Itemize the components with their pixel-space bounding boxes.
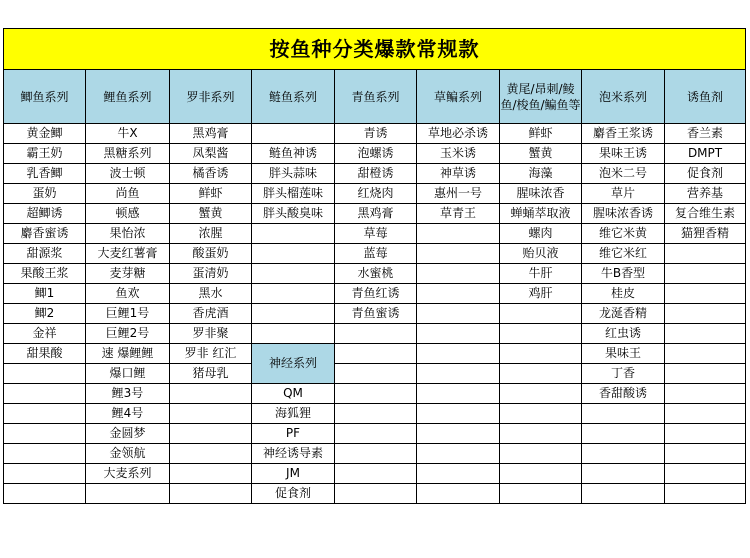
table-cell xyxy=(500,364,582,384)
table-cell: 酸蛋奶 xyxy=(170,244,252,264)
table-cell: 蟹黄 xyxy=(170,204,252,224)
product-table xyxy=(3,28,746,504)
table-cell xyxy=(417,484,500,504)
column-header: 鲢鱼系列 xyxy=(252,70,335,124)
table-cell xyxy=(170,404,252,424)
table-cell: 甜橙诱 xyxy=(335,164,417,184)
table-cell xyxy=(665,324,746,344)
table-cell xyxy=(417,304,500,324)
table-cell xyxy=(500,464,582,484)
table-cell: 速 爆鲤鲤 xyxy=(86,344,170,364)
table-cell: 青鱼蜜诱 xyxy=(335,304,417,324)
table-row xyxy=(4,144,746,164)
table-cell xyxy=(417,244,500,264)
header-row xyxy=(4,70,746,124)
table-cell xyxy=(665,244,746,264)
table-row xyxy=(4,284,746,304)
table-cell xyxy=(170,484,252,504)
table-cell xyxy=(582,464,665,484)
table-cell: 甜果酸 xyxy=(4,344,86,364)
table-cell: QM xyxy=(252,384,335,404)
table-cell xyxy=(665,404,746,424)
table-row xyxy=(4,444,746,464)
table-cell xyxy=(335,464,417,484)
column-header: 鲫鱼系列 xyxy=(4,70,86,124)
table-cell: 草莓 xyxy=(335,224,417,244)
table-cell: 鲫1 xyxy=(4,284,86,304)
table-cell: 腥味浓香诱 xyxy=(582,204,665,224)
table-cell: 鲜虾 xyxy=(500,124,582,144)
table-cell: 黑鸡膏 xyxy=(335,204,417,224)
table-row xyxy=(4,304,746,324)
table-cell: 草地必杀诱 xyxy=(417,124,500,144)
table-cell: 爆口鲤 xyxy=(86,364,170,384)
table-cell xyxy=(417,384,500,404)
table-cell: 蟹黄 xyxy=(500,144,582,164)
table-cell: 香兰素 xyxy=(665,124,746,144)
table-cell: 麝香王浆诱 xyxy=(582,124,665,144)
table-cell: 鸡肝 xyxy=(500,284,582,304)
table-cell: 尚鱼 xyxy=(86,184,170,204)
table-cell: 螺肉 xyxy=(500,224,582,244)
table-row xyxy=(4,244,746,264)
table-cell: 海藻 xyxy=(500,164,582,184)
table-cell: 牛肝 xyxy=(500,264,582,284)
column-header: 鲤鱼系列 xyxy=(86,70,170,124)
table-cell: 青诱 xyxy=(335,124,417,144)
table-cell: 复合维生素 xyxy=(665,204,746,224)
table-cell xyxy=(665,384,746,404)
table-cell: 腥味浓香 xyxy=(500,184,582,204)
table-cell xyxy=(170,464,252,484)
table-cell xyxy=(665,364,746,384)
table-cell: 维它米黄 xyxy=(582,224,665,244)
table-cell: 香虎酒 xyxy=(170,304,252,324)
table-cell xyxy=(582,404,665,424)
table-row xyxy=(4,164,746,184)
table-cell: 霸王奶 xyxy=(4,144,86,164)
table-cell: 果味王诱 xyxy=(582,144,665,164)
table-cell: 蛋奶 xyxy=(4,184,86,204)
table-cell xyxy=(4,424,86,444)
table-cell: 顿感 xyxy=(86,204,170,224)
table-cell xyxy=(252,264,335,284)
table-cell xyxy=(4,484,86,504)
table-cell xyxy=(665,484,746,504)
table-cell: 乳香鲫 xyxy=(4,164,86,184)
table-cell xyxy=(500,484,582,504)
table-cell xyxy=(665,264,746,284)
table-cell xyxy=(417,364,500,384)
table-cell xyxy=(500,384,582,404)
table-cell xyxy=(86,484,170,504)
table-cell: 胖头蒜味 xyxy=(252,164,335,184)
table-cell xyxy=(4,364,86,384)
table-cell xyxy=(665,424,746,444)
table-cell xyxy=(335,444,417,464)
table-cell xyxy=(665,444,746,464)
nested-section-header: 神经系列 xyxy=(252,344,335,384)
table-cell xyxy=(417,424,500,444)
table-cell: 巨鲤1号 xyxy=(86,304,170,324)
table-row xyxy=(4,384,746,404)
table-cell xyxy=(252,324,335,344)
table-cell: 果怡浓 xyxy=(86,224,170,244)
table-cell: 超鲫诱 xyxy=(4,204,86,224)
table-cell: 贻贝液 xyxy=(500,244,582,264)
title-row xyxy=(4,29,746,70)
table-cell: 黄金鲫 xyxy=(4,124,86,144)
table-row xyxy=(4,264,746,284)
table-cell xyxy=(500,404,582,424)
table-cell: 罗非 红汇 xyxy=(170,344,252,364)
table-cell: 牛X xyxy=(86,124,170,144)
table-cell xyxy=(335,384,417,404)
table-row xyxy=(4,464,746,484)
table-cell xyxy=(417,224,500,244)
table-cell: PF xyxy=(252,424,335,444)
table-cell: 草片 xyxy=(582,184,665,204)
table-cell xyxy=(500,344,582,364)
column-header: 黄尾/昂刺/鲮鱼/梭鱼/鳊鱼等 xyxy=(500,70,582,124)
table-cell: 营养基 xyxy=(665,184,746,204)
table-cell xyxy=(335,364,417,384)
table-cell: 波士顿 xyxy=(86,164,170,184)
table-cell: 香甜酸诱 xyxy=(582,384,665,404)
table-cell: 鲢鱼神诱 xyxy=(252,144,335,164)
table-cell xyxy=(252,124,335,144)
table-row xyxy=(4,404,746,424)
table-cell xyxy=(170,444,252,464)
table-row xyxy=(4,424,746,444)
table-cell: 桂皮 xyxy=(582,284,665,304)
table-cell: 胖头酸臭味 xyxy=(252,204,335,224)
table-cell: 罗非聚 xyxy=(170,324,252,344)
table-cell: 青鱼红诱 xyxy=(335,284,417,304)
table-cell: 麝香蜜诱 xyxy=(4,224,86,244)
table-cell: 橘香诱 xyxy=(170,164,252,184)
table-cell: 胖头榴莲味 xyxy=(252,184,335,204)
table-row xyxy=(4,484,746,504)
column-header: 草鳊系列 xyxy=(417,70,500,124)
table-row xyxy=(4,344,746,364)
table-cell: 草青王 xyxy=(417,204,500,224)
table-cell: 鱼欢 xyxy=(86,284,170,304)
table-cell xyxy=(500,424,582,444)
table-cell: 甜源浆 xyxy=(4,244,86,264)
table-cell: 蓝莓 xyxy=(335,244,417,264)
table-cell xyxy=(252,224,335,244)
table-cell: 水蜜桃 xyxy=(335,264,417,284)
table-cell: 海狐狸 xyxy=(252,404,335,424)
table-cell xyxy=(252,284,335,304)
table-cell: 黑水 xyxy=(170,284,252,304)
column-header: 诱鱼剂 xyxy=(665,70,746,124)
column-header: 泡米系列 xyxy=(582,70,665,124)
table-cell: 神草诱 xyxy=(417,164,500,184)
table-cell xyxy=(417,264,500,284)
table-cell: 果味王 xyxy=(582,344,665,364)
table-cell: 红烧肉 xyxy=(335,184,417,204)
table-cell: DMPT xyxy=(665,144,746,164)
table-cell: 凤梨酱 xyxy=(170,144,252,164)
table-cell xyxy=(335,404,417,424)
table-row xyxy=(4,124,746,144)
table-cell: 泡米二号 xyxy=(582,164,665,184)
table-cell: 浓腥 xyxy=(170,224,252,244)
table-cell xyxy=(335,324,417,344)
table-cell xyxy=(4,404,86,424)
table-cell xyxy=(252,304,335,324)
table-cell: 促食剂 xyxy=(252,484,335,504)
table-cell xyxy=(4,464,86,484)
table-cell xyxy=(335,484,417,504)
table-cell: 金圆梦 xyxy=(86,424,170,444)
table-cell: 果酸王浆 xyxy=(4,264,86,284)
table-cell: 蛋清奶 xyxy=(170,264,252,284)
table-cell: 大麦系列 xyxy=(86,464,170,484)
table-cell xyxy=(582,484,665,504)
table-cell xyxy=(665,284,746,304)
table-cell: 金领航 xyxy=(86,444,170,464)
table-cell: 鲤4号 xyxy=(86,404,170,424)
table-cell xyxy=(4,444,86,464)
table-cell xyxy=(582,424,665,444)
table-cell: 猪母乳 xyxy=(170,364,252,384)
table-cell xyxy=(500,304,582,324)
table-cell: 惠州一号 xyxy=(417,184,500,204)
table-cell: 蝉蛹萃取液 xyxy=(500,204,582,224)
table-cell xyxy=(500,324,582,344)
page-title: 按鱼种分类爆款常规款 xyxy=(4,29,746,70)
table-cell xyxy=(335,344,417,364)
table-cell xyxy=(417,464,500,484)
table-cell: 神经诱导素 xyxy=(252,444,335,464)
table-cell xyxy=(417,444,500,464)
table-cell: 牛B香型 xyxy=(582,264,665,284)
column-header: 青鱼系列 xyxy=(335,70,417,124)
table-row xyxy=(4,204,746,224)
table-cell xyxy=(582,444,665,464)
table-cell: 玉米诱 xyxy=(417,144,500,164)
table-cell: JM xyxy=(252,464,335,484)
table-cell: 鲜虾 xyxy=(170,184,252,204)
table-cell: 麦芽糖 xyxy=(86,264,170,284)
table-cell: 大麦红薯膏 xyxy=(86,244,170,264)
spreadsheet xyxy=(3,28,745,504)
table-cell xyxy=(417,344,500,364)
table-cell: 丁香 xyxy=(582,364,665,384)
table-cell xyxy=(500,444,582,464)
table-cell: 鲤3号 xyxy=(86,384,170,404)
table-cell: 龙涎香精 xyxy=(582,304,665,324)
table-cell xyxy=(4,384,86,404)
table-cell xyxy=(170,424,252,444)
table-cell: 泡螺诱 xyxy=(335,144,417,164)
table-row xyxy=(4,184,746,204)
table-cell xyxy=(665,344,746,364)
table-cell: 维它米红 xyxy=(582,244,665,264)
table-cell: 红虫诱 xyxy=(582,324,665,344)
table-cell: 黑鸡膏 xyxy=(170,124,252,144)
table-cell xyxy=(665,464,746,484)
table-cell xyxy=(252,244,335,264)
table-row xyxy=(4,224,746,244)
table-cell xyxy=(417,404,500,424)
table-cell: 巨鲤2号 xyxy=(86,324,170,344)
table-cell: 鲫2 xyxy=(4,304,86,324)
table-cell xyxy=(170,384,252,404)
table-cell xyxy=(417,284,500,304)
table-cell xyxy=(335,424,417,444)
table-cell xyxy=(665,304,746,324)
table-cell: 金祥 xyxy=(4,324,86,344)
table-cell xyxy=(417,324,500,344)
table-cell: 黑糖系列 xyxy=(86,144,170,164)
table-row xyxy=(4,324,746,344)
table-cell: 促食剂 xyxy=(665,164,746,184)
table-cell: 猫狸香精 xyxy=(665,224,746,244)
column-header: 罗非系列 xyxy=(170,70,252,124)
table-row xyxy=(4,364,746,384)
